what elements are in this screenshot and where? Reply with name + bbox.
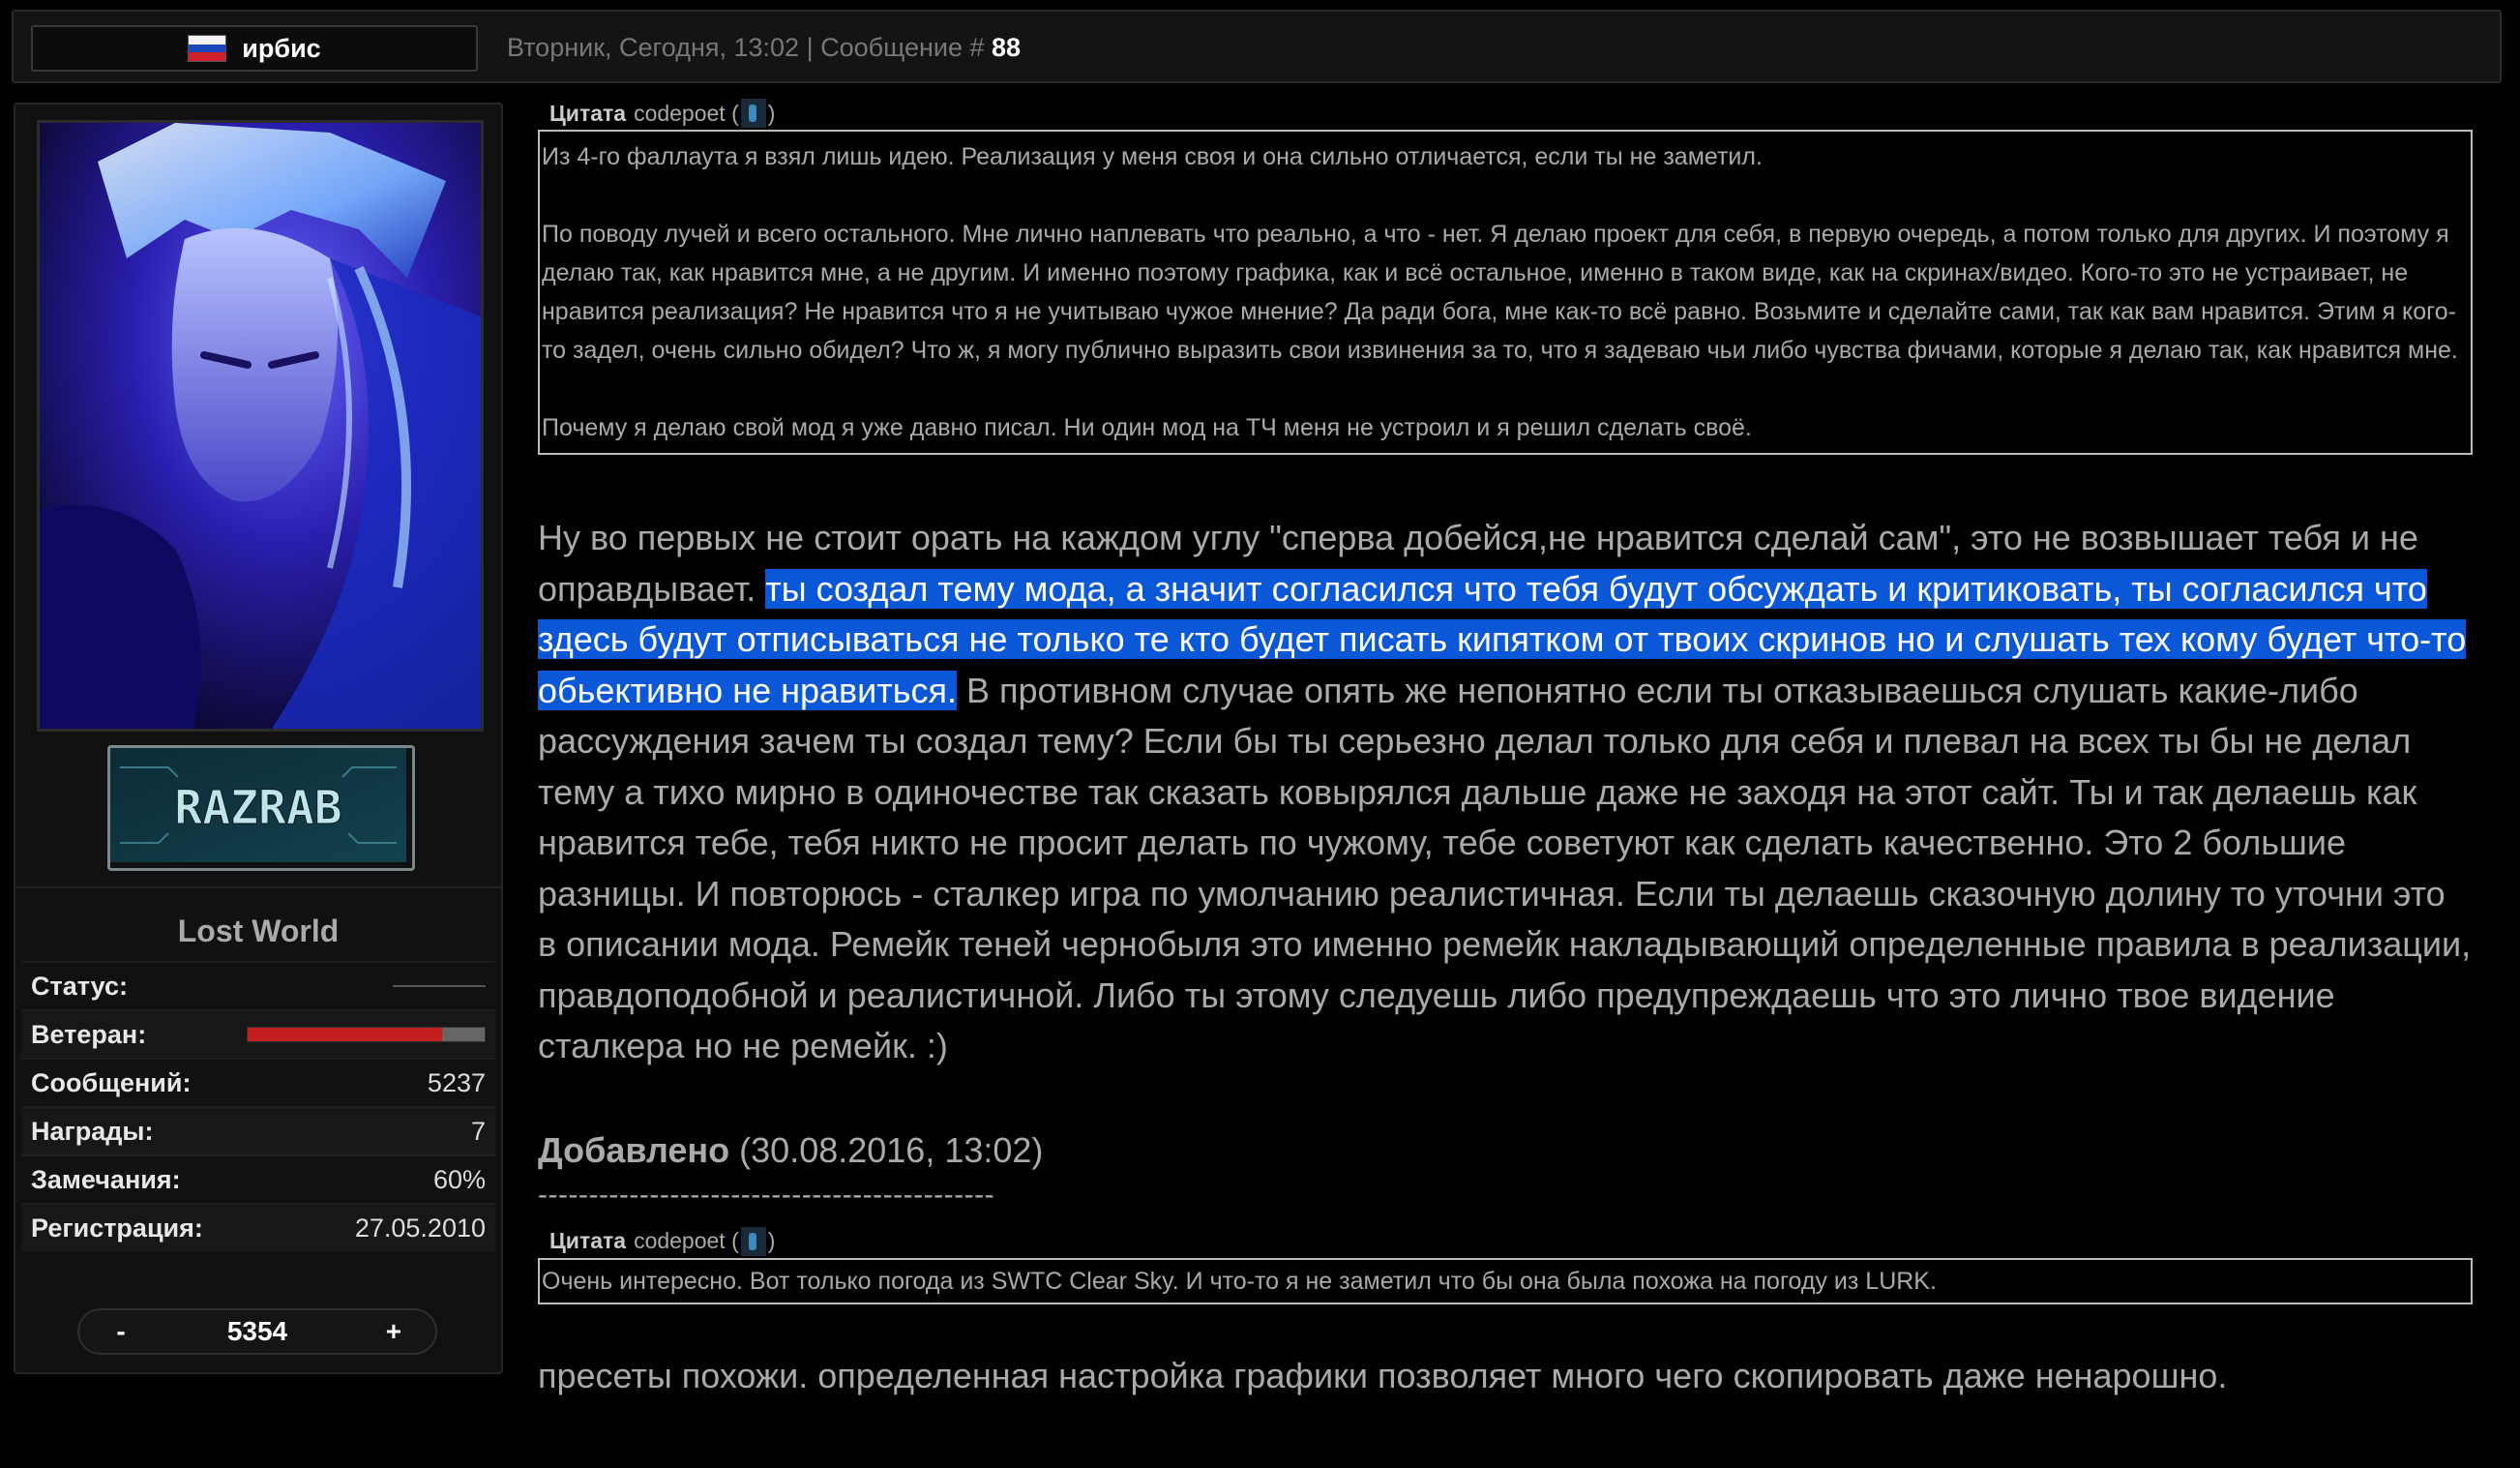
stat-warnings (21, 1154, 495, 1203)
stat-value: 60% (432, 1164, 486, 1194)
stat-veteran (21, 1009, 495, 1058)
username-box[interactable] (31, 25, 478, 72)
post-number[interactable]: 88 (992, 33, 1022, 62)
stat-label: Сообщений: (31, 1067, 192, 1097)
post-text: Ну во первых не стоит орать на каждом углу "сперва добейся,не нравится сделай сам", это не возвышает тебя и не оправдывает. (538, 518, 2418, 609)
stat-value[interactable]: 5237 (427, 1067, 486, 1097)
stat-label: Замечания: (31, 1164, 181, 1194)
user-mini-avatar-icon[interactable] (741, 99, 766, 128)
quote-paragraph: Из 4-го фаллаута я взял лишь идею. Реализация у меня своя и она сильно отличается, если ты не заметил. (542, 143, 1763, 170)
clan-badge-text: RAZRAB (174, 781, 342, 835)
user-mini-avatar-icon[interactable] (741, 1227, 766, 1256)
stat-label: Регистрация: (31, 1213, 203, 1243)
stat-label: Награды: (31, 1116, 154, 1146)
post-content (538, 97, 2473, 1401)
quote-header: Цитата codepoet ( ) (549, 97, 2473, 130)
stat-awards (21, 1106, 495, 1154)
veteran-progress-bar (247, 1027, 486, 1042)
quote-author[interactable]: codepoet (634, 100, 726, 126)
separator-line: --------------------------------------------- (538, 1178, 995, 1211)
stat-label: Ветеран: (31, 1019, 147, 1049)
added-label: Добавлено (538, 1129, 730, 1170)
post-date: Вторник, Сегодня, 13:02 | Сообщение # (507, 33, 993, 62)
user-group-name: Lost World (15, 886, 501, 949)
stat-messages (21, 1058, 495, 1106)
russia-flag-icon (188, 35, 226, 62)
post-body-continued: пресеты похожи. определенная настройка графики позволяет много чего скопировать даже ненарошно. (538, 1355, 2228, 1395)
quote-block (538, 1258, 2473, 1304)
stat-registration (21, 1203, 495, 1251)
added-note (538, 1130, 2473, 1171)
quote-paragraph: Очень интересно. Вот только погода из SWTC Clear Sky. И что-то я не заметил что бы она была похожа на погоду из LURK. (542, 1267, 1937, 1295)
reputation-control (77, 1308, 437, 1355)
user-stats (21, 961, 495, 1251)
stat-label: Статус: (31, 971, 128, 1001)
selected-text: ты создал тему мода, а значит согласился что тебя будут обсуждать и критиковать, ты согласился что здесь будут отписываться не только те кто будет писать кипятком от твоих скринов но и слушать тех кому будет что-то обьективно не нравиться. (538, 568, 2467, 710)
user-profile-sidebar (14, 103, 503, 1374)
status-line (393, 985, 486, 987)
quote-block (538, 130, 2473, 455)
quote-header: Цитата codepoet ( ) (549, 1225, 2473, 1258)
quote-label: Цитата (549, 100, 627, 126)
quote-paragraph: Почему я делаю свой мод я уже давно писал. Ни один мод на ТЧ меня не устроил и я решил сделать своё. (542, 414, 1752, 441)
quote-label: Цитата (549, 1228, 627, 1253)
reputation-minus-button[interactable]: - (116, 1316, 126, 1346)
post-body (538, 513, 2473, 1072)
stat-status (21, 961, 495, 1009)
veteran-progress-fill (248, 1028, 442, 1041)
quote-author[interactable]: codepoet (634, 1228, 726, 1253)
post-text: В противном случае опять же непонятно если ты отказываешься слушать какие-либо рассуждения зачем ты создал тему? Если бы ты серьезно делал только для себя и плевал на всех ты бы не делал тему а тихо мирно в одиночестве так сказать ковырялся дальше даже не заходя на этот сайт. Ты и так делаешь как нравится тебе, тебя никто не просит делать по чужому, тебе советуют как сделать качественно. Это 2 большие разницы. И повторюсь - сталкер игра по умолчанию реалистичная. Если ты делаешь сказочную долину то уточни это в описании мода. Ремейк теней чернобыля это именно ремейк накладывающий определенные правила в реализации, правдоподобной и реалистичной. Либо ты этому следуешь либо предупреждаешь что это лично твое видение сталкера но не ремейк. :) (538, 670, 2472, 1065)
stat-value: 27.05.2010 (354, 1213, 486, 1243)
reputation-plus-button[interactable]: + (385, 1316, 402, 1346)
stat-value[interactable]: 7 (470, 1116, 486, 1146)
post-header (12, 10, 2502, 83)
username[interactable]: ирбис (242, 33, 321, 63)
added-date: (30.08.2016, 13:02) (739, 1129, 1044, 1170)
clan-badge-image (107, 745, 415, 871)
user-avatar[interactable] (37, 120, 484, 732)
quote-paragraph: По поводу лучей и всего остального. Мне лично наплевать что реально, а что - нет. Я делаю проект для себя, в первую очередь, а потом только для других. И поэтому я делаю так, как нравится мне, а не другим. И именно поэтому графика, как и всё остальное, именно в таком виде, как на скринах/видео. Кого-то это не устраивает, не нравится реализация? Не нравится что я не учитываю чужое мнение? Да ради бога, мне как-то всё равно. Возьмите и сделайте сами, так как вам нравится. Этим я кого-то задел, очень сильно обидел? Что ж, я могу публично выразить свои извинения за то, что я задеваю чьи либо чувства фичами, которые я делаю так, как нравится мне. (542, 221, 2458, 364)
reputation-value[interactable]: 5354 (226, 1316, 288, 1346)
post-meta (507, 33, 1021, 63)
